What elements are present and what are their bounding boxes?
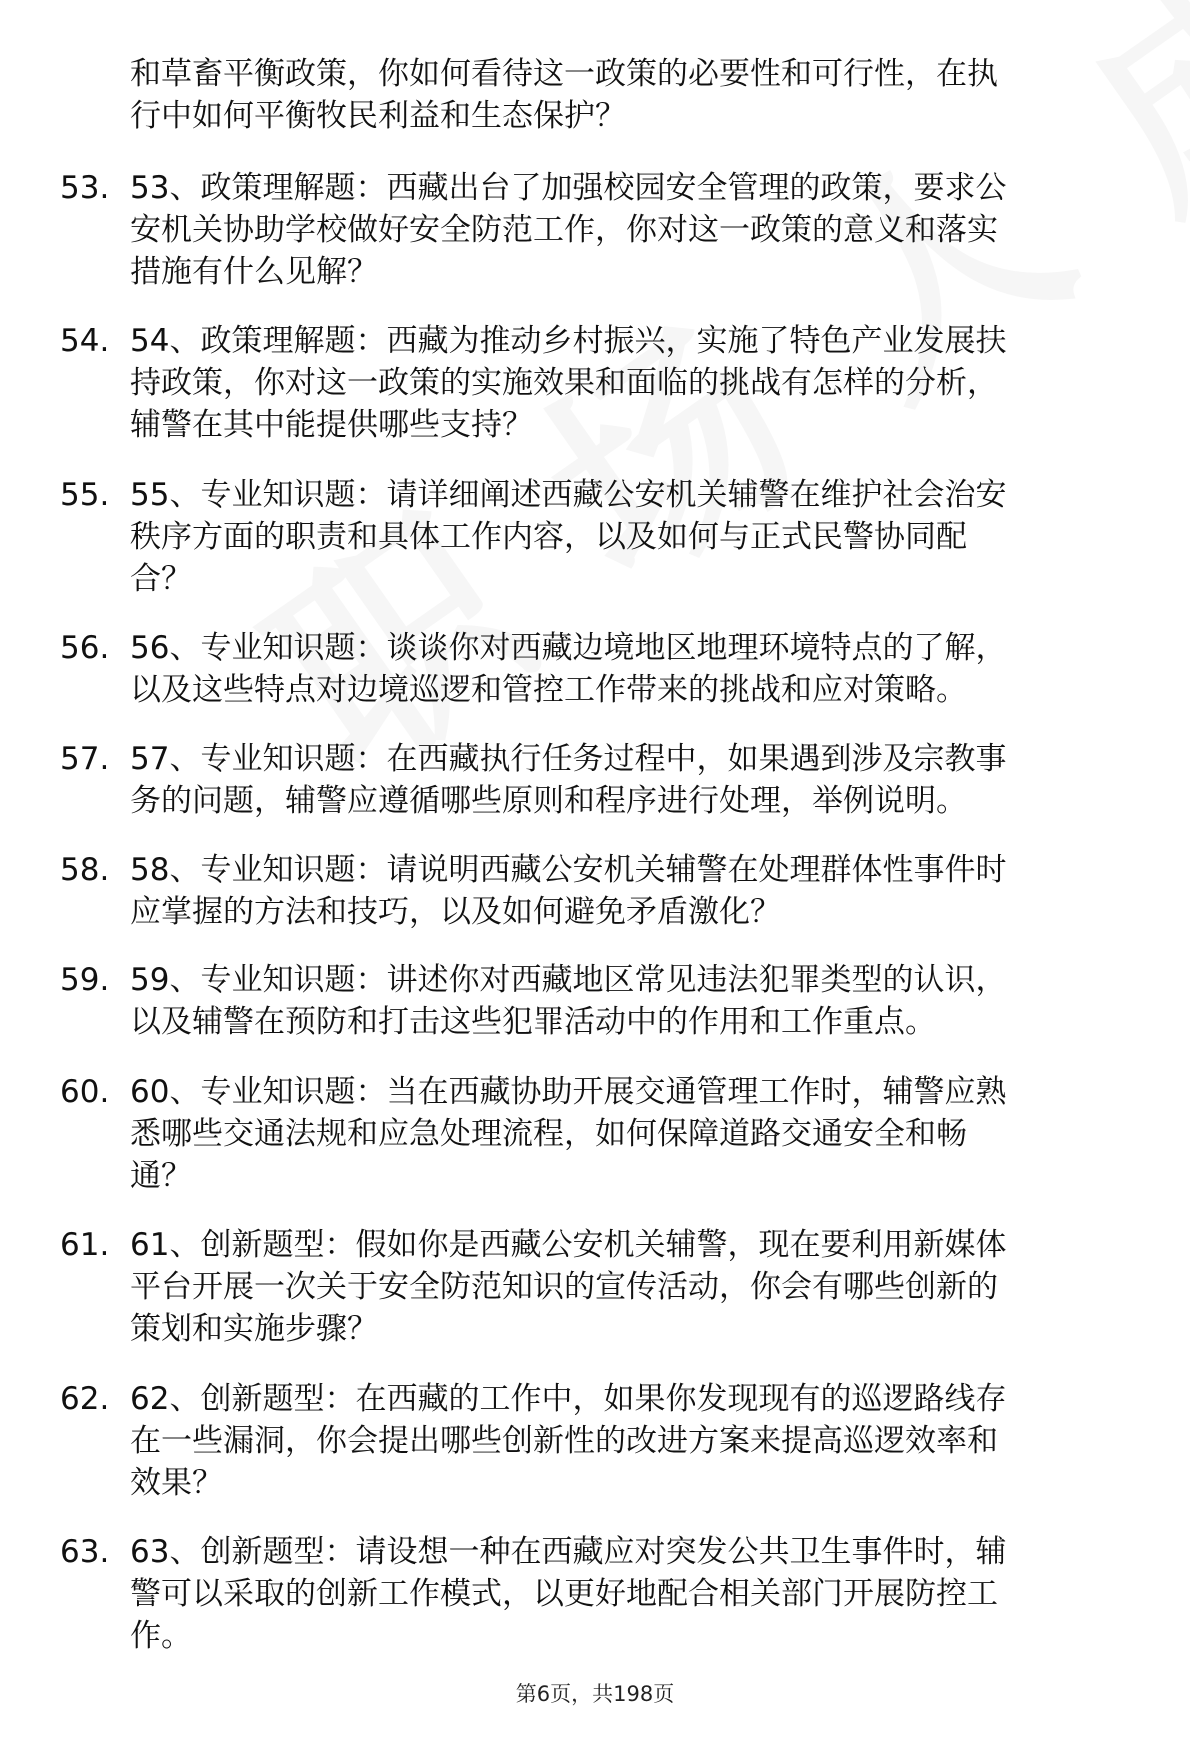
question-line: 悉哪些交通法规和应急处理流程，如何保障道路交通安全和畅	[130, 1116, 967, 1152]
question-number: 54.	[60, 323, 110, 359]
question-line: 56、专业知识题：谈谈你对西藏边境地区地理环境特点的了解，	[130, 630, 1007, 666]
question-line: 以及辅警在预防和打击这些犯罪活动中的作用和工作重点。	[130, 1004, 936, 1040]
question-line: 务的问题，辅警应遵循哪些原则和程序进行处理，举例说明。	[130, 783, 967, 819]
question-line: 63、创新题型：请设想一种在西藏应对突发公共卫生事件时，辅	[130, 1534, 1007, 1570]
question-text	[130, 849, 1150, 933]
question-line: 安机关协助学校做好安全防范工作，你对这一政策的意义和落实	[130, 212, 998, 248]
question-line: 61、创新题型：假如你是西藏公安机关辅警，现在要利用新媒体	[130, 1227, 1007, 1263]
question-number: 58.	[60, 852, 110, 888]
question-line: 秩序方面的职责和具体工作内容，以及如何与正式民警协同配	[130, 519, 967, 555]
question-number: 56.	[60, 630, 110, 666]
question-line: 策划和实施步骤？	[130, 1311, 378, 1347]
question-line: 应掌握的方法和技巧，以及如何避免矛盾激化？	[130, 894, 781, 930]
question-line: 平台开展一次关于安全防范知识的宣传活动，你会有哪些创新的	[130, 1269, 998, 1305]
question-line: 以及这些特点对边境巡逻和管控工作带来的挑战和应对策略。	[130, 672, 967, 708]
question-text	[130, 627, 1150, 711]
question-line: 54、政策理解题：西藏为推动乡村振兴，实施了特色产业发展扶	[130, 323, 1007, 359]
question-text	[130, 53, 1150, 137]
question-text	[130, 1378, 1150, 1504]
question-line: 59、专业知识题：讲述你对西藏地区常见违法犯罪类型的认识，	[130, 962, 1007, 998]
question-line: 警可以采取的创新工作模式，以更好地配合相关部门开展防控工	[130, 1576, 998, 1612]
question-number: 62.	[60, 1381, 110, 1417]
question-number: 57.	[60, 741, 110, 777]
question-line: 辅警在其中能提供哪些支持？	[130, 407, 533, 443]
question-line: 措施有什么见解？	[130, 254, 378, 290]
question-text	[130, 474, 1150, 600]
question-line: 效果？	[130, 1465, 223, 1501]
question-line: 通？	[130, 1158, 192, 1194]
question-line: 在一些漏洞，你会提出哪些创新性的改进方案来提高巡逻效率和	[130, 1423, 998, 1459]
question-line: 62、创新题型：在西藏的工作中，如果你发现现有的巡逻路线存	[130, 1381, 1007, 1417]
question-line: 57、专业知识题：在西藏执行任务过程中，如果遇到涉及宗教事	[130, 741, 1007, 777]
question-text	[130, 959, 1150, 1043]
question-line: 合？	[130, 561, 192, 597]
question-number: 53.	[60, 170, 110, 206]
question-text	[130, 1531, 1150, 1657]
question-number: 60.	[60, 1074, 110, 1110]
question-line: 58、专业知识题：请说明西藏公安机关辅警在处理群体性事件时	[130, 852, 1007, 888]
question-text	[130, 1071, 1150, 1197]
question-number: 59.	[60, 962, 110, 998]
question-number: 63.	[60, 1534, 110, 1570]
question-number: 61.	[60, 1227, 110, 1263]
page-footer: 第6页，共198页	[515, 1682, 675, 1706]
question-text	[130, 738, 1150, 822]
question-line: 53、政策理解题：西藏出台了加强校园安全管理的政策，要求公	[130, 170, 1007, 206]
question-text	[130, 1224, 1150, 1350]
question-line: 行中如何平衡牧民利益和生态保护？	[130, 98, 626, 134]
question-line: 60、专业知识题：当在西藏协助开展交通管理工作时，辅警应熟	[130, 1074, 1007, 1110]
question-line: 55、专业知识题：请详细阐述西藏公安机关辅警在维护社会治安	[130, 477, 1007, 513]
question-line: 持政策，你对这一政策的实施效果和面临的挑战有怎样的分析，	[130, 365, 998, 401]
question-line: 和草畜平衡政策，你如何看待这一政策的必要性和可行性，在执	[130, 56, 998, 92]
question-text	[130, 167, 1150, 293]
question-number: 55.	[60, 477, 110, 513]
question-line: 作。	[130, 1618, 192, 1654]
question-text	[130, 320, 1150, 446]
